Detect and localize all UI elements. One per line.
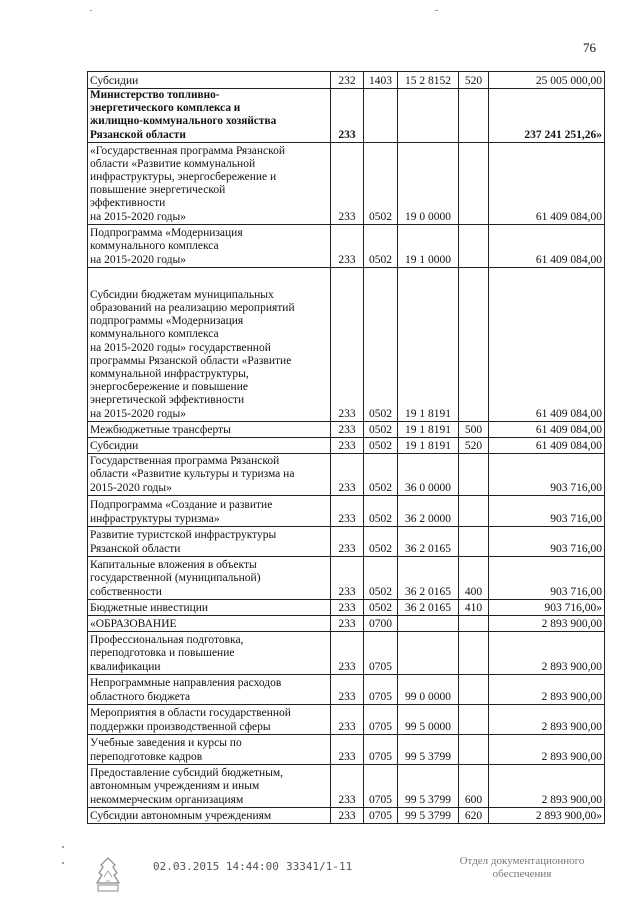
table-row bbox=[88, 674, 605, 704]
item-name-cell: Мероприятия в области государственной поддержки производственной сферы bbox=[88, 704, 331, 734]
expense-type-cell: 600 bbox=[459, 764, 489, 807]
expense-type-cell bbox=[459, 526, 489, 556]
amount-cell: 61 409 084,00 bbox=[489, 421, 605, 437]
target-article-cell bbox=[398, 89, 459, 143]
section-cell: 0705 bbox=[364, 704, 398, 734]
target-article-cell: 99 5 3799 bbox=[398, 807, 459, 823]
chapter-cell: 233 bbox=[331, 764, 364, 807]
target-article-cell: 19 1 8191 bbox=[398, 421, 459, 437]
target-article-cell bbox=[398, 631, 459, 674]
target-article-cell: 36 2 0165 bbox=[398, 526, 459, 556]
target-article-cell: 99 5 3799 bbox=[398, 734, 459, 764]
section-cell: 0705 bbox=[364, 764, 398, 807]
table-row bbox=[88, 421, 605, 437]
amount-cell: 61 409 084,00 bbox=[489, 142, 605, 224]
amount-cell: 2 893 900,00 bbox=[489, 734, 605, 764]
item-name-cell: Учебные заведения и курсы по переподготовке кадров bbox=[88, 734, 331, 764]
amount-cell: 2 893 900,00 bbox=[489, 674, 605, 704]
chapter-cell: 233 bbox=[331, 674, 364, 704]
budget-table bbox=[87, 71, 605, 824]
chapter-cell: 233 bbox=[331, 734, 364, 764]
item-name-cell: Межбюджетные трансферты bbox=[88, 421, 331, 437]
item-name-cell: Подпрограмма «Модернизация коммунального комплекса на 2015-2020 годы» bbox=[88, 224, 331, 267]
table-row bbox=[88, 453, 605, 495]
target-article-cell: 36 2 0165 bbox=[398, 556, 459, 599]
section-cell: 0700 bbox=[364, 615, 398, 631]
chapter-cell: 233 bbox=[331, 615, 364, 631]
table-row bbox=[88, 495, 605, 526]
section-cell: 0502 bbox=[364, 556, 398, 599]
table-row bbox=[88, 615, 605, 631]
section-cell bbox=[364, 89, 398, 143]
section-cell: 0502 bbox=[364, 437, 398, 453]
amount-cell: 2 893 900,00 bbox=[489, 764, 605, 807]
expense-type-cell bbox=[459, 224, 489, 267]
target-article-cell: 19 1 8191 bbox=[398, 437, 459, 453]
target-article-cell bbox=[398, 615, 459, 631]
amount-cell: 2 893 900,00» bbox=[489, 807, 605, 823]
table-row bbox=[88, 807, 605, 823]
expense-type-cell: 400 bbox=[459, 556, 489, 599]
target-article-cell: 99 5 0000 bbox=[398, 704, 459, 734]
section-cell: 0705 bbox=[364, 734, 398, 764]
table-row bbox=[88, 224, 605, 267]
amount-cell: 903 716,00 bbox=[489, 556, 605, 599]
footer-doc-number: 33341/1-11 bbox=[286, 860, 353, 873]
item-name-cell: Непрограммные направления расходов областного бюджета bbox=[88, 674, 331, 704]
amount-cell: 903 716,00 bbox=[489, 495, 605, 526]
chapter-cell: 233 bbox=[331, 421, 364, 437]
expense-type-cell: 410 bbox=[459, 599, 489, 615]
table-row bbox=[88, 704, 605, 734]
item-name-cell: Развитие туристской инфраструктуры Рязанской области bbox=[88, 526, 331, 556]
footer-date: 02.03.2015 14:44:00 bbox=[153, 860, 279, 873]
amount-cell: 61 409 084,00 bbox=[489, 437, 605, 453]
section-cell: 0705 bbox=[364, 631, 398, 674]
target-article-cell: 36 0 0000 bbox=[398, 453, 459, 495]
table-row bbox=[88, 526, 605, 556]
expense-type-cell bbox=[459, 704, 489, 734]
scan-mark bbox=[90, 10, 92, 11]
section-cell: 0705 bbox=[364, 807, 398, 823]
amount-cell: 237 241 251,26» bbox=[489, 89, 605, 143]
amount-cell: 2 893 900,00 bbox=[489, 631, 605, 674]
item-name-cell: Бюджетные инвестиции bbox=[88, 599, 331, 615]
item-name-cell: Министерство топливно- энергетического комплекса и жилищно-коммунального хозяйства Рязанской области bbox=[88, 89, 331, 143]
chapter-cell: 233 bbox=[331, 453, 364, 495]
target-article-cell: 36 2 0165 bbox=[398, 599, 459, 615]
table-row bbox=[88, 631, 605, 674]
chapter-cell: 233 bbox=[331, 437, 364, 453]
coat-of-arms-icon bbox=[88, 855, 128, 895]
table-row bbox=[88, 556, 605, 599]
scan-mark bbox=[435, 10, 438, 11]
amount-cell: 2 893 900,00 bbox=[489, 615, 605, 631]
chapter-cell: 233 bbox=[331, 89, 364, 143]
chapter-cell: 233 bbox=[331, 526, 364, 556]
table-row bbox=[88, 764, 605, 807]
chapter-cell: 233 bbox=[331, 495, 364, 526]
table-row bbox=[88, 437, 605, 453]
expense-type-cell: 520 bbox=[459, 437, 489, 453]
expense-type-cell bbox=[459, 453, 489, 495]
target-article-cell: 15 2 8152 bbox=[398, 72, 459, 89]
table-row bbox=[88, 734, 605, 764]
target-article-cell: 19 1 8191 bbox=[398, 267, 459, 421]
expense-type-cell bbox=[459, 734, 489, 764]
expense-type-cell bbox=[459, 142, 489, 224]
section-cell: 0705 bbox=[364, 674, 398, 704]
item-name-cell: Субсидии bbox=[88, 437, 331, 453]
item-name-cell: Подпрограмма «Создание и развитие инфраструктуры туризма» bbox=[88, 495, 331, 526]
page-number: 76 bbox=[583, 40, 596, 55]
section-cell: 0502 bbox=[364, 267, 398, 421]
chapter-cell: 233 bbox=[331, 807, 364, 823]
chapter-cell: 233 bbox=[331, 599, 364, 615]
expense-type-cell bbox=[459, 267, 489, 421]
item-name-cell: Субсидии автономным учреждениям bbox=[88, 807, 331, 823]
table-row bbox=[88, 599, 605, 615]
section-cell: 0502 bbox=[364, 453, 398, 495]
table-row bbox=[88, 72, 605, 89]
section-cell: 0502 bbox=[364, 142, 398, 224]
target-article-cell: 19 1 0000 bbox=[398, 224, 459, 267]
section-cell: 0502 bbox=[364, 599, 398, 615]
item-name-cell: Государственная программа Рязанской области «Развитие культуры и туризма на 2015-2020 годы» bbox=[88, 453, 331, 495]
chapter-cell: 233 bbox=[331, 631, 364, 674]
item-name-cell: Субсидии бюджетам муниципальных образований на реализацию мероприятий подпрограммы «Модернизация коммунального комплекса на 2015-2020 годы» государственной программы Рязанской области «Развитие коммунальной инфраструктуры, энергосбережение и повышение энергетической эффективности на 2015-2020 годы» bbox=[88, 267, 331, 421]
page-footer bbox=[0, 855, 640, 905]
expense-type-cell bbox=[459, 615, 489, 631]
section-cell: 0502 bbox=[364, 526, 398, 556]
amount-cell: 25 005 000,00 bbox=[489, 72, 605, 89]
expense-type-cell: 520 bbox=[459, 72, 489, 89]
item-name-cell: Предоставление субсидий бюджетным, автономным учреждениям и иным некоммерческим организациям bbox=[88, 764, 331, 807]
amount-cell: 903 716,00» bbox=[489, 599, 605, 615]
footer-stamp: Отдел документационного обеспечения bbox=[459, 855, 585, 880]
chapter-cell: 233 bbox=[331, 142, 364, 224]
expense-type-cell bbox=[459, 495, 489, 526]
chapter-cell: 233 bbox=[331, 267, 364, 421]
item-name-cell: «Государственная программа Рязанской области «Развитие коммунальной инфраструктуры, энергосбережение и повышение энергетической эффективности на 2015-2020 годы» bbox=[88, 142, 331, 224]
amount-cell: 2 893 900,00 bbox=[489, 704, 605, 734]
section-cell: 0502 bbox=[364, 224, 398, 267]
budget-table-body bbox=[88, 72, 605, 824]
target-article-cell: 99 0 0000 bbox=[398, 674, 459, 704]
table-row bbox=[88, 89, 605, 143]
item-name-cell: «ОБРАЗОВАНИЕ bbox=[88, 615, 331, 631]
amount-cell: 903 716,00 bbox=[489, 526, 605, 556]
section-cell: 1403 bbox=[364, 72, 398, 89]
amount-cell: 61 409 084,00 bbox=[489, 224, 605, 267]
item-name-cell: Капитальные вложения в объекты государственной (муниципальной) собственности bbox=[88, 556, 331, 599]
table-row bbox=[88, 142, 605, 224]
expense-type-cell bbox=[459, 89, 489, 143]
scan-mark bbox=[62, 846, 64, 848]
amount-cell: 903 716,00 bbox=[489, 453, 605, 495]
chapter-cell: 232 bbox=[331, 72, 364, 89]
expense-type-cell bbox=[459, 631, 489, 674]
section-cell: 0502 bbox=[364, 495, 398, 526]
target-article-cell: 19 0 0000 bbox=[398, 142, 459, 224]
expense-type-cell bbox=[459, 674, 489, 704]
expense-type-cell: 500 bbox=[459, 421, 489, 437]
section-cell: 0502 bbox=[364, 421, 398, 437]
chapter-cell: 233 bbox=[331, 704, 364, 734]
chapter-cell: 233 bbox=[331, 224, 364, 267]
item-name-cell: Профессиональная подготовка, переподготовка и повышение квалификации bbox=[88, 631, 331, 674]
chapter-cell: 233 bbox=[331, 556, 364, 599]
item-name-cell: Субсидии bbox=[88, 72, 331, 89]
amount-cell: 61 409 084,00 bbox=[489, 267, 605, 421]
table-row bbox=[88, 267, 605, 421]
scan-mark bbox=[62, 862, 64, 864]
expense-type-cell: 620 bbox=[459, 807, 489, 823]
target-article-cell: 36 2 0000 bbox=[398, 495, 459, 526]
target-article-cell: 99 5 3799 bbox=[398, 764, 459, 807]
